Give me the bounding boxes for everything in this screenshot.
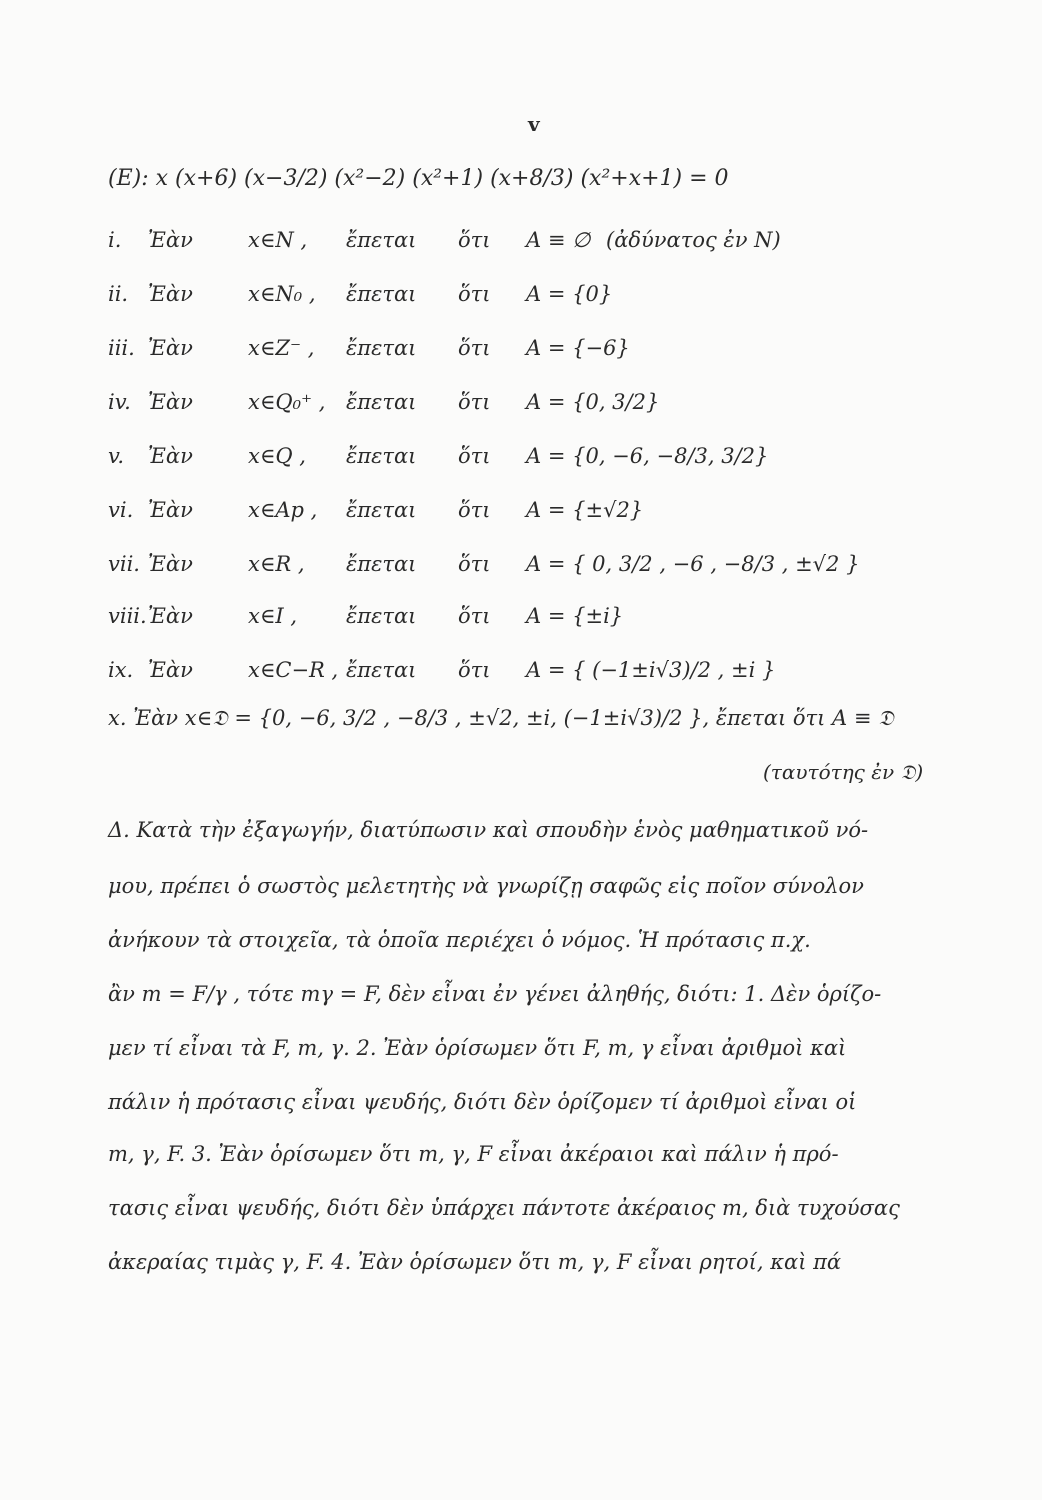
case-then: ἔπεται <box>346 228 417 252</box>
case-condition: x∈Z⁻ , <box>248 336 315 360</box>
case-number: iii. <box>108 336 135 360</box>
case-oti: ὅτι <box>458 552 491 576</box>
case-if: Ἐὰν <box>148 336 193 360</box>
case-number: viii. <box>108 604 147 628</box>
case-then: ἔπεται <box>346 552 417 576</box>
case-number: vi. <box>108 498 134 522</box>
case-result: A = {±i} <box>526 604 624 628</box>
case-row <box>108 498 1008 538</box>
case-row <box>108 552 1008 592</box>
case-oti: ὅτι <box>458 336 491 360</box>
case-row <box>108 282 1008 322</box>
case-result: A = { (−1±i√3)/2 , ±i } <box>526 658 776 682</box>
identity-note: (ταυτότης ἐν 𝔇) <box>763 760 924 784</box>
case-oti: ὅτι <box>458 228 491 252</box>
case-if: Ἐὰν <box>148 658 193 682</box>
case-condition: x∈R , <box>248 552 305 576</box>
case-if: Ἐὰν <box>148 604 193 628</box>
case-then: ἔπεται <box>346 336 417 360</box>
case-row <box>108 658 1008 698</box>
case-row <box>108 444 1008 484</box>
case-then: ἔπεται <box>346 390 417 414</box>
case-number: ii. <box>108 282 129 306</box>
case-oti: ὅτι <box>458 282 491 306</box>
case-if: Ἐὰν <box>148 498 193 522</box>
paragraph-line: τασις εἶναι ψευδής, διότι δὲν ὑπάρχει πάντοτε ἀκέραιος m, διὰ τυχούσας <box>108 1196 900 1220</box>
case-oti: ὅτι <box>458 658 491 682</box>
case-then: ἔπεται <box>346 658 417 682</box>
paragraph-line: ἀνήκουν τὰ στοιχεῖα, τὰ ὁποῖα περιέχει ὁ νόμος. Ἡ πρότασις π.χ. <box>108 928 811 952</box>
case-then: ἔπεται <box>346 444 417 468</box>
paragraph-line: Δ. Κατὰ τὴν ἐξαγωγήν, διατύπωσιν καὶ σπουδὴν ἑνὸς μαθηματικοῦ νό- <box>108 818 869 842</box>
case-condition: x∈N , <box>248 228 308 252</box>
paragraph-line: ἀκεραίας τιμὰς γ, F. 4. Ἐὰν ὁρίσωμεν ὅτι m, γ, F εἶναι ρητοί, καὶ πά <box>108 1250 842 1274</box>
case-then: ἔπεται <box>346 282 417 306</box>
case-oti: ὅτι <box>458 390 491 414</box>
case-result: A = {0, 3/2} <box>526 390 660 414</box>
case-then: ἔπεται <box>346 498 417 522</box>
paragraph-line: ἂν m = F/γ , τότε mγ = F, δὲν εἶναι ἐν γένει ἀληθής, διότι: 1. Δὲν ὁρίζο- <box>108 982 882 1006</box>
case-result: A ≡ ∅ <box>526 228 591 252</box>
page-number: v <box>528 112 540 136</box>
case-if: Ἐὰν <box>148 390 193 414</box>
case-row <box>108 228 1008 268</box>
case-row <box>108 390 1008 430</box>
paragraph-line: μου, πρέπει ὁ σωστὸς μελετητὴς νὰ γνωρίζῃ σαφῶς εἰς ποῖον σύνολον <box>108 874 864 898</box>
case-oti: ὅτι <box>458 498 491 522</box>
case-number: v. <box>108 444 125 468</box>
case-number: i. <box>108 228 122 252</box>
case-row <box>108 604 1008 644</box>
case-result: A = { 0, 3/2 , −6 , −8/3 , ±√2 } <box>526 552 860 576</box>
paragraph-line: μεν τί εἶναι τὰ F, m, γ. 2. Ἐὰν ὁρίσωμεν ὅτι F, m, γ εἶναι ἀριθμοὶ καὶ <box>108 1036 847 1060</box>
case-condition: x∈Q , <box>248 444 306 468</box>
case-number: iv. <box>108 390 131 414</box>
case-row-x: x. Ἐὰν x∈𝔇 = {0, −6, 3/2 , −8/3 , ±√2, ±i, (−1±i√3)/2 }, ἔπεται ὅτι A ≡ 𝔇 <box>108 706 894 730</box>
case-row <box>108 336 1008 376</box>
paragraph-line: πάλιν ἡ πρότασις εἶναι ψευδής, διότι δὲν ὁρίζομεν τί ἀριθμοὶ εἶναι οἱ <box>108 1090 857 1114</box>
case-if: Ἐὰν <box>148 282 193 306</box>
case-result: A = {±√2} <box>526 498 644 522</box>
case-if: Ἐὰν <box>148 444 193 468</box>
case-condition: x∈Ap , <box>248 498 318 522</box>
case-condition: x∈I , <box>248 604 298 628</box>
case-then: ἔπεται <box>346 604 417 628</box>
case-number: vii. <box>108 552 140 576</box>
case-if: Ἐὰν <box>148 552 193 576</box>
case-result: A = {−6} <box>526 336 630 360</box>
case-oti: ὅτι <box>458 444 491 468</box>
paragraph-line: m, γ, F. 3. Ἐὰν ὁρίσωμεν ὅτι m, γ, F εἶναι ἀκέραιοι καὶ πάλιν ἡ πρό- <box>108 1142 839 1166</box>
case-if: Ἐὰν <box>148 228 193 252</box>
case-condition: x∈C−R , <box>248 658 339 682</box>
case-note: (ἀδύνατος ἐν N) <box>606 228 781 252</box>
case-condition: x∈Q₀⁺ , <box>248 390 326 414</box>
case-oti: ὅτι <box>458 604 491 628</box>
case-number: ix. <box>108 658 134 682</box>
case-condition: x∈N₀ , <box>248 282 316 306</box>
case-result: A = {0, −6, −8/3, 3/2} <box>526 444 769 468</box>
equation-E: (E): x (x+6) (x−3/2) (x²−2) (x²+1) (x+8/3) (x²+x+1) = 0 <box>108 166 729 191</box>
case-result: A = {0} <box>526 282 613 306</box>
